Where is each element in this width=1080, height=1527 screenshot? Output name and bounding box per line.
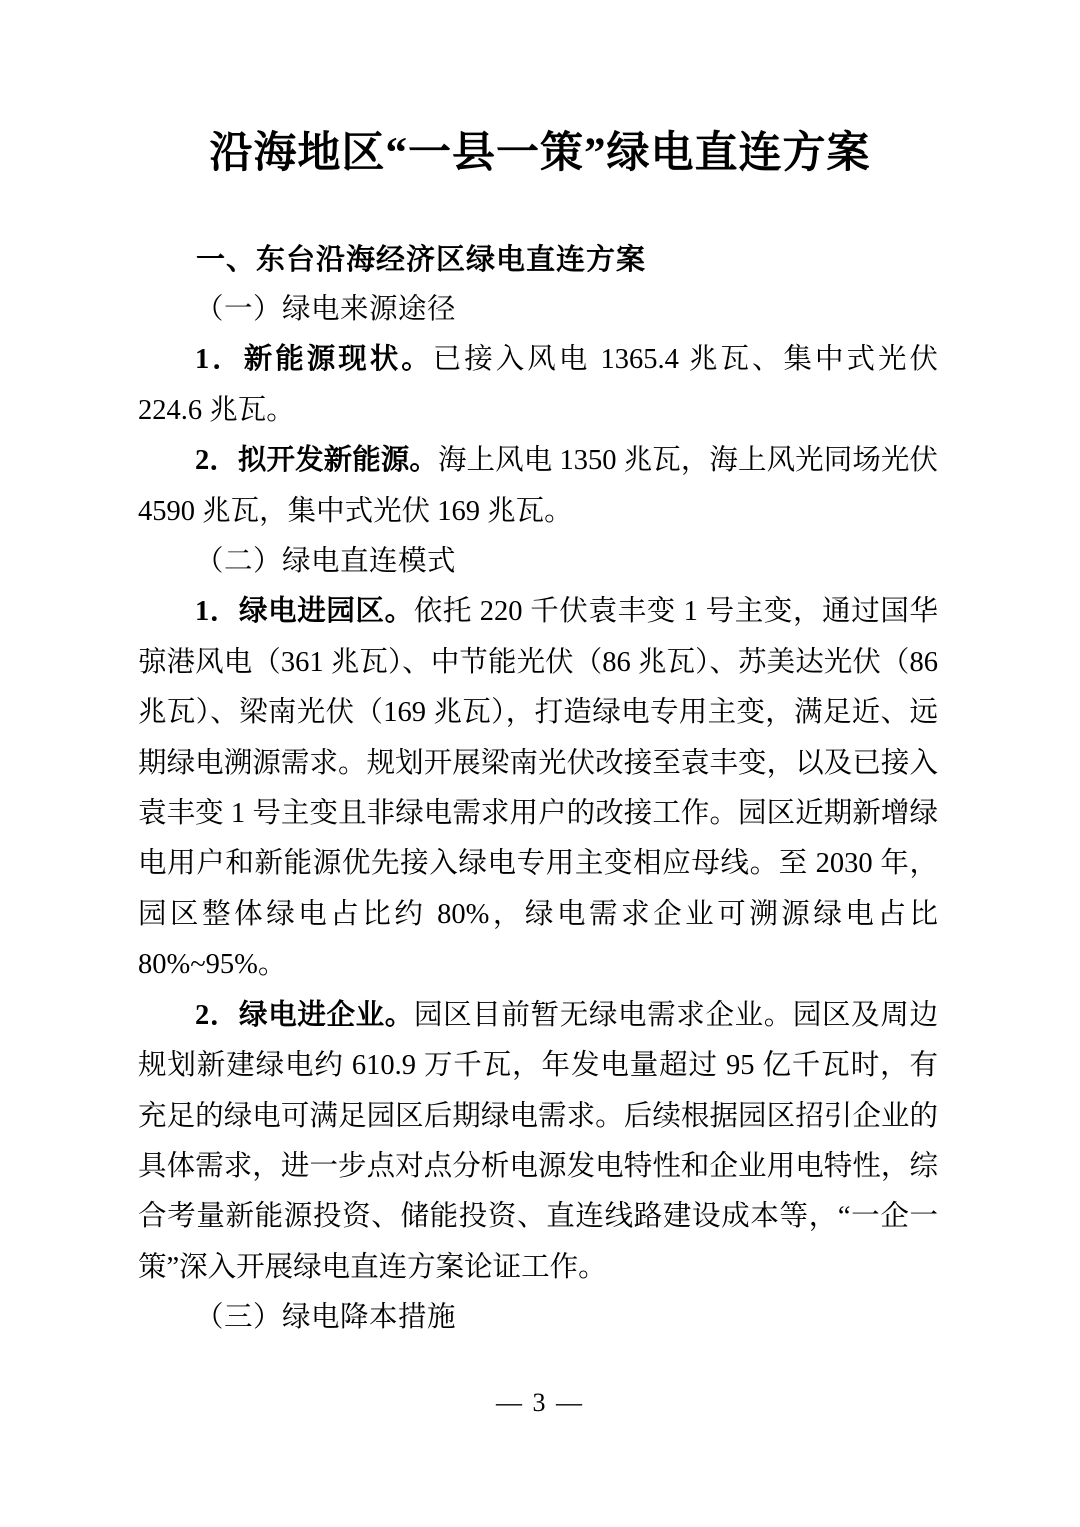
document-body <box>138 285 938 1344</box>
paragraph-lead: 1．新能源现状。 <box>195 344 433 376</box>
section-heading: 一、东台沿海经济区绿电直连方案 <box>196 244 647 276</box>
paragraph-text: 园区目前暂无绿电需求企业。园区及周边规划新建绿电约 610.9 万千瓦，年发电量超过 95 亿千瓦时，有充足的绿电可满足园区后期绿电需求。后续根据园区招引企业的具体需求，进一步点对点分析电源发电特性和企业用电特性，综合考量新能源投资、储能投资、直连线路建设成本等，“一企一策”深入开展绿电直连方案论证工作。 <box>138 999 938 1283</box>
paragraph-lead: 2．拟开发新能源。 <box>195 445 438 477</box>
paragraph-text: 已接入风电 1365.4 兆瓦、集中式光伏 224.6 兆瓦。 <box>138 344 938 426</box>
paragraph-planned-new-energy <box>138 436 938 537</box>
paragraph-text: 海上风电 1350 兆瓦，海上风光同场光伏 4590 兆瓦，集中式光伏 169 兆瓦。 <box>138 445 938 527</box>
paragraph-lead: 2．绿电进企业。 <box>195 999 414 1031</box>
paragraph-green-power-to-park <box>138 587 938 990</box>
paragraph-new-energy-status <box>138 335 938 436</box>
paragraph-green-power-to-enterprise <box>138 991 938 1293</box>
subsection-heading-2: （二）绿电直连模式 <box>195 546 457 578</box>
page-number: — 3 — <box>496 1388 584 1417</box>
document-title: 沿海地区“一县一策”绿电直连方案 <box>209 130 871 177</box>
subsection-heading-3: （三）绿电降本措施 <box>195 1302 457 1334</box>
paragraph-text: 依托 220 千伏袁丰变 1 号主变，通过国华弶港风电（361 兆瓦）、中节能光伏（86 兆瓦）、苏美达光伏（86 兆瓦）、梁南光伏（169 兆瓦），打造绿电专用主变，满足近、远期绿电溯源需求。规划开展梁南光伏改接至袁丰变，以及已接入袁丰变 1 号主变且非绿电需求用户的改接工作。园区近期新增绿电用户和新能源优先接入绿电专用主变相应母线。至 2030 年，园区整体绿电占比约 80%，绿电需求企业可溯源绿电占比 80%~95%。 <box>138 596 938 981</box>
subsection-heading-1: （一）绿电来源途径 <box>195 294 457 325</box>
paragraph-lead: 1．绿电进园区。 <box>195 596 414 628</box>
